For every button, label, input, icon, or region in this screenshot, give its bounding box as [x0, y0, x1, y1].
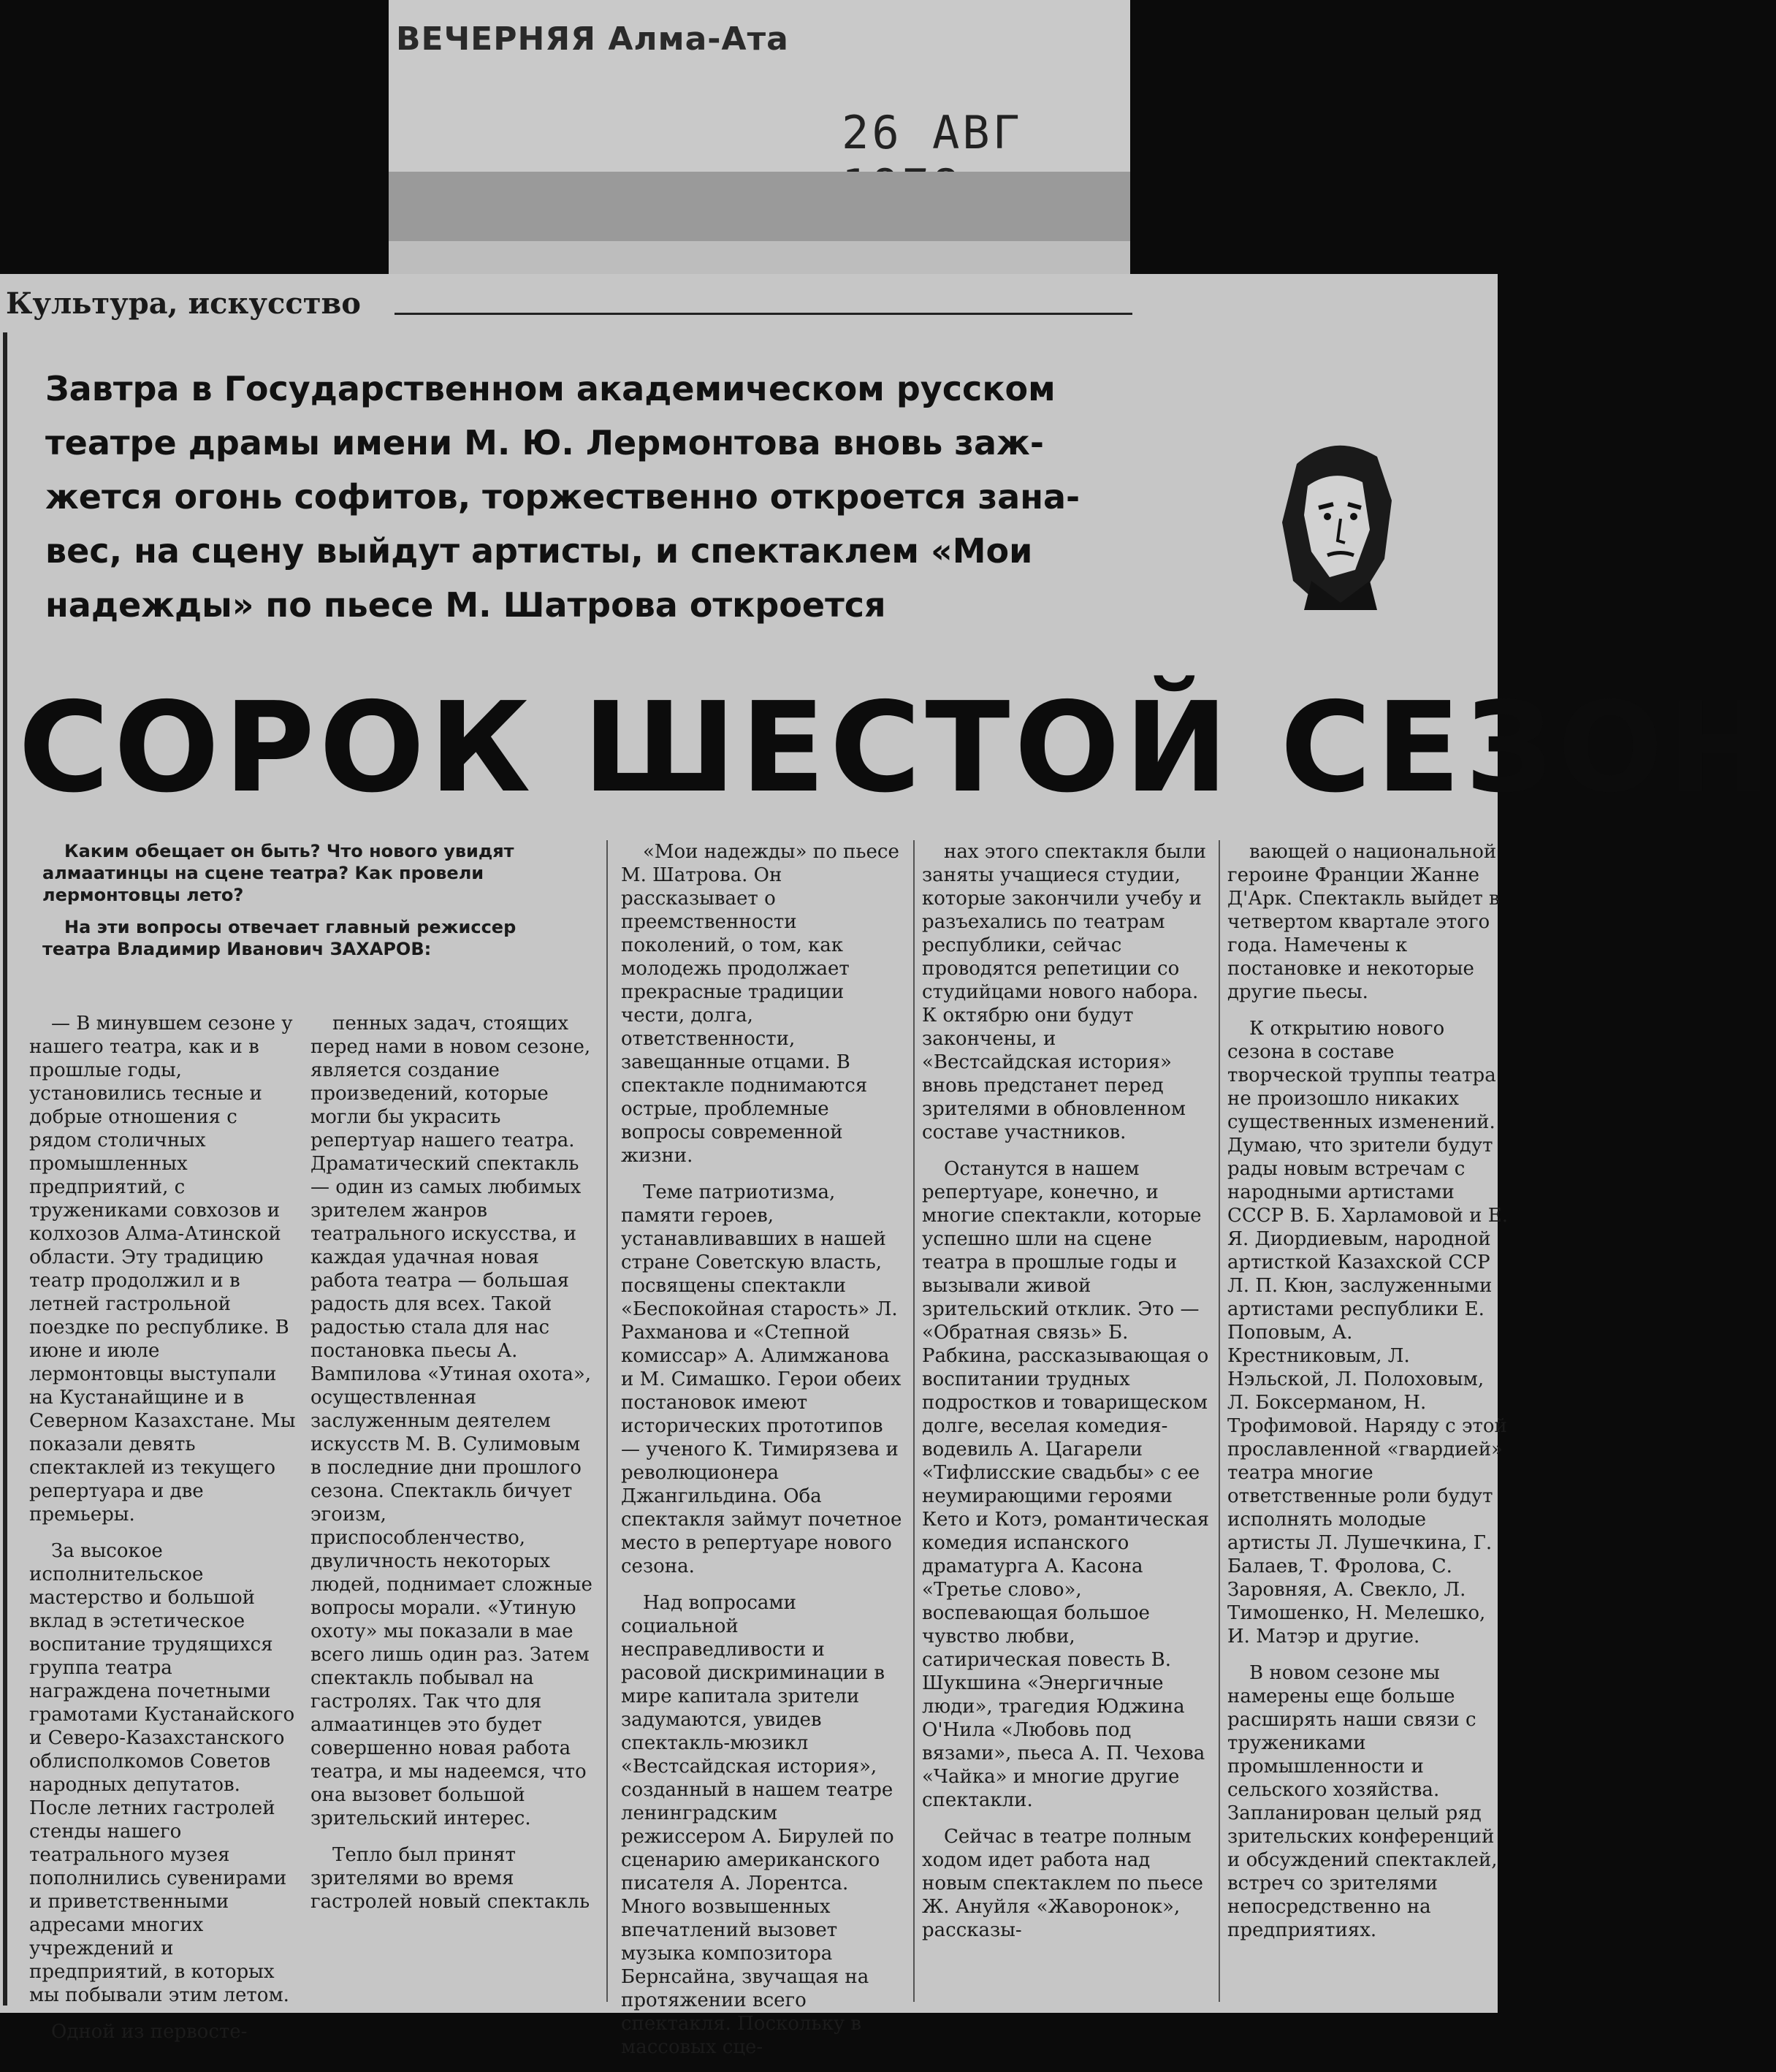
column-paragraph: Теме патриотизма, памяти героев, устанавливавших в нашей стране Советскую власть, посвящены спектакли «Беспокойная старость» Л. Рахманова и «Степной комиссар» А. Алимжанова и М. Симашко. Герои обеих постановок имеют исторических прототипов — ученого К. Тимирязева и революционера Джангильдина. Оба спектакля займут почетное место в репертуаре нового сезона.	[621, 1181, 902, 1577]
column-paragraph: пенных задач, стоящих перед нами в новом сезоне, является создание произведений, которые могли бы украсить репертуар нашего театра. Драматический спектакль — один из самых любимых зрителем жанров театрального искусства, и каждая удачная новая работа театра — большая радость для всех. Такой радостью стала для нас постановка пьесы А. Вампилова «Утиная охота», осуществленная заслуженным деятелем искусств М. В. Сулимовым в последние дни прошлого сезона. Спектакль бичует эгоизм, приспособленчество, двуличность некоторых людей, поднимает сложные вопросы морали. «Утиную охоту» мы показали в мае всего лишь один раз. Затем спектакль побывал на гастролях. Так что для алмаатинцев это будет совершенно новая работа театра, и мы надеемся, что она вызовет большой зрительский интерес.	[310, 1013, 592, 1829]
article-column-4	[922, 840, 1211, 1955]
column-separator	[913, 840, 915, 2002]
column-paragraph: Тепло был принят зрителями во время гастролей новый спектакль	[310, 1844, 590, 1913]
clipping-stamp	[389, 0, 1130, 270]
stamp-band	[389, 172, 1130, 241]
column-paragraph: Сейчас в театре полным ходом идет работа над новым спектаклем по пьесе Ж. Ануйля «Жаворонок», рассказы-	[922, 1826, 1203, 1941]
lead-questions: Каким обещает он быть? Что нового увидят алмаатинцы на сцене театра? Как провели лермонтовцы лето?	[42, 841, 514, 905]
lermontov-portrait-image	[1268, 435, 1399, 617]
section-rule	[395, 313, 1132, 315]
column-paragraph: вающей о национальной героине Франции Жанне Д'Арк. Спектакль выйдет в четвертом квартале этого года. Намечены к постановке и некоторые другие пьесы.	[1227, 841, 1500, 1003]
column-paragraph: Одной из первосте-	[51, 2021, 248, 2043]
newspaper-name: ВЕЧЕРНЯЯ Алма-Ата	[396, 20, 789, 58]
column-paragraph: В новом сезоне мы намерены еще больше расширять наши связи с тружениками промышленности и сельского хозяйства. Запланирован целый ряд зрительских конференций и обсуждений спектаклей, встреч со зрителями непосредственно на предприятиях.	[1227, 1662, 1498, 1941]
section-heading: Культура, искусство	[6, 286, 361, 321]
column-paragraph: нах этого спектакля были заняты учащиеся студии, которые закончили учебу и разъехались по театрам республики, сейчас проводятся репетиции со студийцами нового набора. К октябрю они будут закончены, и «Вестсайдская история» вновь предстанет перед зрителями в обновленном составе участников.	[922, 841, 1206, 1143]
article-column-5	[1227, 840, 1509, 1955]
article-column-1	[29, 1012, 296, 2057]
column-paragraph: «Мои надежды» по пьесе М. Шатрова. Он рассказывает о преемственности поколений, о том, как молодежь продолжает прекрасные традиции чести, долга, ответственности, завещанные отцами. В спектакле поднимаются острые, проблемные вопросы современной жизни.	[621, 841, 899, 1167]
article-headline: СОРОК ШЕСТОЙ СЕЗОН	[18, 676, 1776, 820]
column-paragraph: Над вопросами социальной несправедливости и расовой дискриминации в мире капитала зрители задумаются, увидев спектакль-мюзикл «Вестсайдская история», созданный в нашем театре ленинградским режиссером А. Бирулей по сценарию американского писателя А. Лорентса. Много возвышенных впечатлений вызовет музыка композитора Бернсайна, звучащая на протяжении всего спектакля. Поскольку в массовых сце-	[621, 1592, 894, 2058]
column-paragraph: К открытию нового сезона в составе творческой труппы театра не произошло никаких существенных изменений. Думаю, что зрители будут рады новым встречам с народными артистами СССР В. Б. Харламовой и Е. Я. Диордиевым, народной артисткой Казахской ССР Л. П. Кюн, заслуженными артистами республики Е. Поповым, А. Крестниковым, Л. Нэльской, Л. Полоховым, Л. Боксерманом, Н. Трофимовой. Наряду с этой прославленной «гвардией» театра многие ответственные роли будут исполнять молодые артисты Л. Лушечкина, Г. Балаев, Т. Фролова, С. Заровняя, А. Свекло, Л. Тимошенко, Н. Мелешко, И. Матэр и другие.	[1227, 1018, 1508, 1648]
lead-answer-intro: На эти вопросы отвечает главный режиссер театра Владимир Иванович ЗАХАРОВ:	[42, 917, 517, 959]
column-separator	[606, 840, 608, 2002]
article-column-2	[310, 1012, 595, 1927]
clipping-date: 26 АВГ	[842, 106, 1023, 159]
column-paragraph: Останутся в нашем репертуаре, конечно, и многие спектакли, которые успешно шли на сцене театра в прошлые годы и вызывали живой зрительский отклик. Это — «Обратная связь» Б. Рабкина, рассказывающая о воспитании трудных подростков и товарищеском долге, веселая комедия-водевиль А. Цагарели «Тифлисские свадьбы» с ее неумирающими героями Кето и Котэ, романтическая комедия испанского драматурга А. Касона «Третье слово», воспевающая большое чувство любви, сатирическая повесть В. Шукшина «Энергичные люди», трагедия Юджина О'Нила «Любовь под вязами», пьеса А. П. Чехова «Чайка» и многие другие спектакли.	[922, 1158, 1210, 1811]
lead-block	[42, 840, 587, 970]
column-paragraph: — В минувшем сезоне у нашего театра, как и в прошлые годы, установились тесные и добрые отношения с рядом столичных промышленных предприятий, с тружениками совхозов и колхозов Алма-Атинской области. Эту традицию театр продолжил и в летней гастрольной поездке по республике. В июне и июле лермонтовцы выступали на Кустанайщине и в Северном Казахстане. Мы показали девять спектаклей из текущего репертуара и две премьеры.	[29, 1013, 296, 1526]
column-separator	[1219, 840, 1220, 2002]
left-border-rule	[3, 332, 7, 2006]
intro-paragraph: Завтра в Государственном академическом русском театре драмы имени М. Ю. Лермонтова вновь заж- жется огонь софитов, торжественно откроется зана- вес, на сцену выйдут артисты, и спектаклем «Мои надежды» по пьесе М. Шатрова откроется	[45, 369, 1081, 625]
article-column-3	[621, 840, 906, 2072]
column-paragraph: За высокое исполнительское мастерство и большой вклад в эстетическое воспитание трудящихся группа театра награждена почетными грамотами Кустанайского и Северо-Казахстанского облисполкомов Советов народных депутатов. После летних гастролей стенды нашего театрального музея пополнились сувенирами и приветственными адресами многих учреждений и предприятий, в которых мы побывали этим летом.	[29, 1540, 295, 2006]
